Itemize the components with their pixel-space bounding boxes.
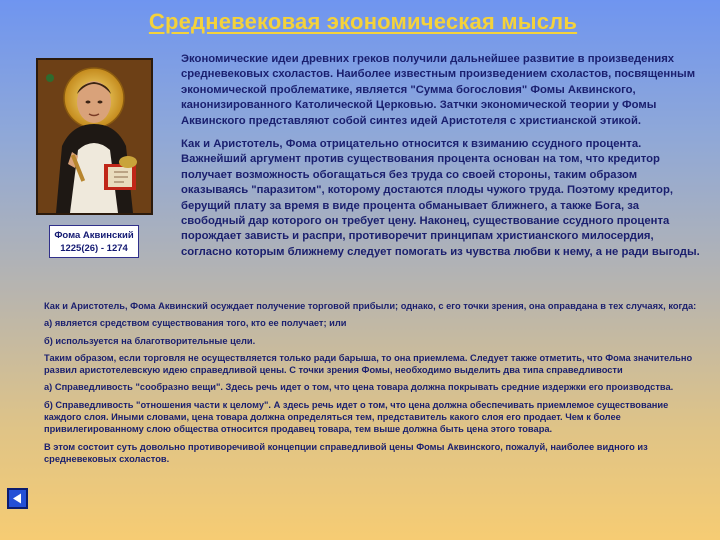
portrait-caption [49,225,139,258]
just-price-paragraph: Таким образом, если торговля не осуществляется только ради барыша, то она приемлема. Следует также отметить, что Фома значительно развил аристотелевскую идею справедливой цены. С точки зрения Фомы, необходимо выделить два типа справедливости [44,352,693,376]
slide-title: Средневековая экономическая мысль [148,9,578,34]
left-arrow-icon [12,493,23,504]
intro-paragraph: Экономические идеи древних греков получили дальнейшее развитие в произведениях средневековых схоластов. Наиболее известным произведением схоластов, посвященным экономической проблематике, является "Сумма богословия" Фомы Аквинского, канонизированного Католической Церковью. Затчки экономической теории у Фомы Аквинского представляют собой синтез идей Аристотеля с христианской этикой. [181,53,696,127]
justice-type-b: б) Справедливость "отношения части к целому". А здесь речь идет о том, что цена должна обеспечивать приемлемое существование каждого слоя. Иными словами, цена товара должна определяться тем, представитель какого слоя его продает. Чем к более привилегированному слою общества относится продавец товара, тем выше должна быть цена этого товара. [44,399,669,435]
portrait-image [36,58,153,215]
trade-condition-b: б) используется на благотворительные цели. [44,335,256,346]
conclusion-paragraph: В этом состоит суть довольно противоречивой концепции справедливой цены Фомы Аквинского, пожалуй, наиболее видного из средневековых схоластов. [44,441,648,464]
justice-type-a: а) Справедливость "сообразно вещи". Здесь речь идет о том, что цена товара должна покрывать средние издержки его производства. [44,382,674,393]
trade-condition-a: а) является средством существования того, кто ее получает; или [44,318,347,329]
intro-text [181,52,701,268]
trade-text [44,300,700,470]
caption-years: 1225(26) - 1274 [60,243,128,254]
usury-paragraph: Как и Аристотель, Фома отрицательно относится к взиманию ссудного процента. Важнейший аргумент против существования процента основан на том, что кредитор получает возможность обогащаться без труда со своей стороны, таким образом оказываясь "паразитом", которому достаются плоды чужого труда. Поэтому кредитор, берущий плату за время в виде процента обманывает ближнего, а также Бога, за свободный дар которого он требует цену. Наконец, существование ссудного процента порождает зависть и распри, противоречит принципам христианского милосердия, согласно которым ближнему следует помогать из чувства любви к нему, а не ради выгоды. [181,138,700,258]
caption-name: Фома Аквинский [54,230,134,241]
trade-paragraph: Как и Аристотель, Фома Аквинский осуждает получение торговой прибыли; однако, с его точки зрения, она оправдана в тех случаях, когда: [44,301,697,311]
back-button[interactable] [7,488,28,509]
